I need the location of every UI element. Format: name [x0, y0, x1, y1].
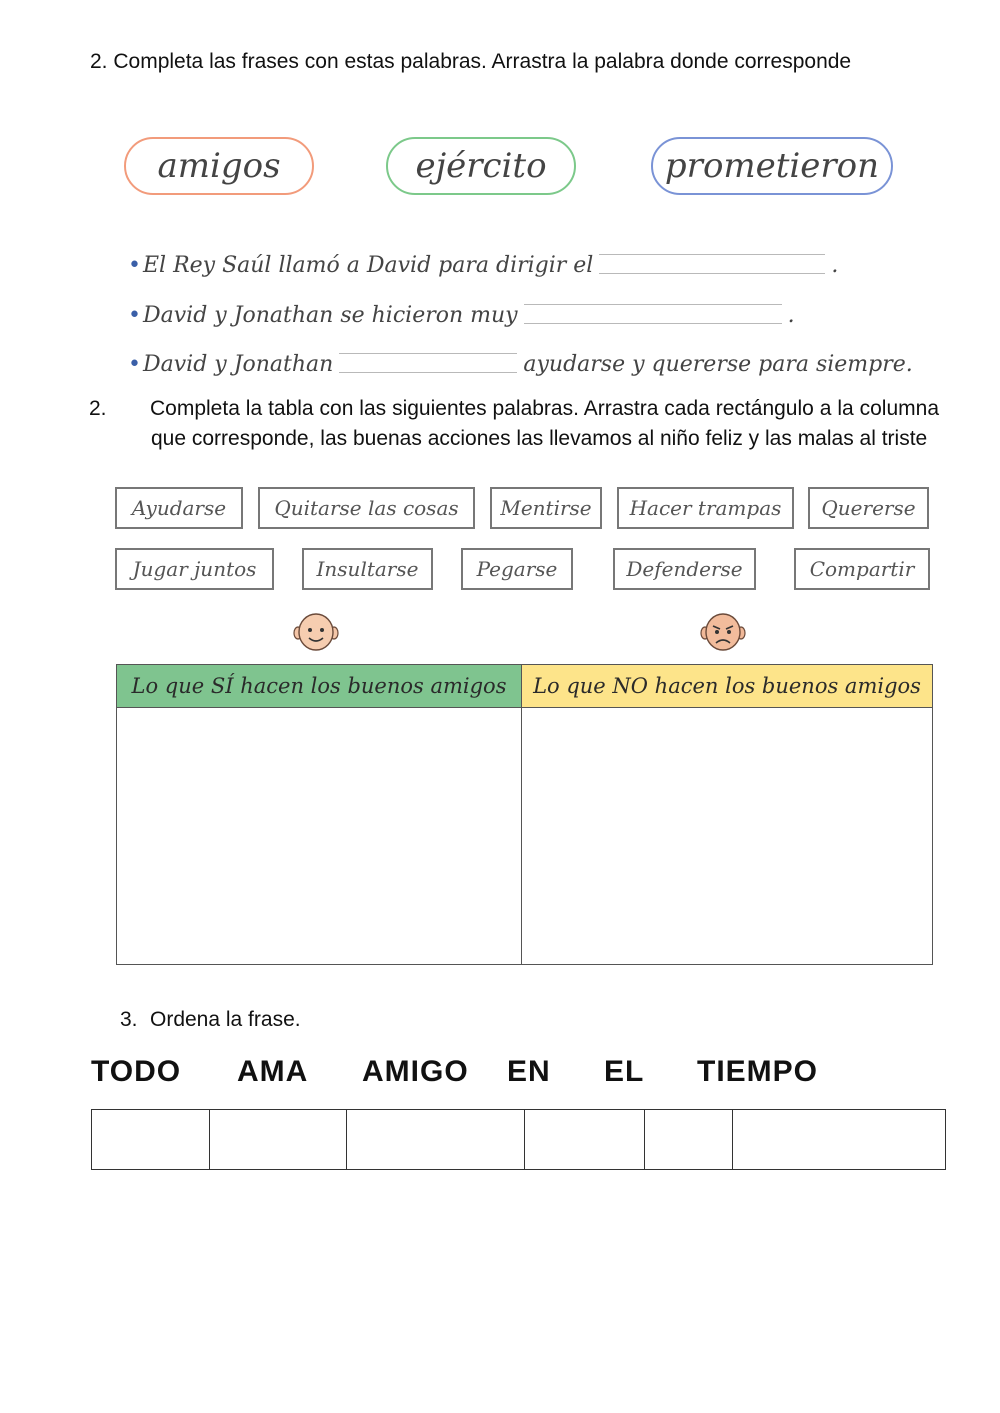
sentence-3-before: David y Jonathan — [142, 352, 334, 377]
drop-zone-good[interactable] — [117, 708, 521, 964]
column-header-bad — [522, 665, 932, 708]
bullet-icon: • — [128, 352, 141, 377]
sentence-1 — [128, 246, 838, 278]
classification-table — [116, 664, 933, 965]
order-slot-4[interactable] — [525, 1110, 645, 1169]
order-word-ama[interactable]: AMA — [237, 1055, 309, 1088]
blank-drop-zone-3[interactable] — [339, 353, 517, 373]
word-box-label: Jugar juntos — [132, 557, 257, 581]
order-slot-5[interactable] — [645, 1110, 733, 1169]
happy-face-icon — [292, 612, 340, 652]
word-box-label: Ayudarse — [131, 496, 227, 520]
instruction-2-number: 2. — [89, 397, 107, 420]
word-pill-prometieron[interactable] — [651, 137, 893, 195]
drop-zone-bad[interactable] — [522, 708, 932, 964]
column-header-bad-label: Lo que NO hacen los buenos amigos — [533, 674, 921, 698]
order-word-en[interactable]: EN — [507, 1055, 551, 1088]
bullet-icon: • — [128, 253, 141, 278]
order-slot-3[interactable] — [347, 1110, 525, 1169]
order-word-todo[interactable]: TODO — [91, 1055, 182, 1088]
word-pill-amigos[interactable] — [124, 137, 314, 195]
word-box-hacer-trampas[interactable] — [617, 487, 794, 529]
instruction-2-text: Completa la tabla con las siguientes palabras. Arrastra cada rectángulo a la columna que corresponde, las buenas acciones las llevamos al niño feliz y las malas al triste — [150, 397, 939, 450]
word-pill-label: amigos — [157, 146, 281, 186]
blank-drop-zone-1[interactable] — [599, 254, 825, 274]
order-slot-2[interactable] — [210, 1110, 347, 1169]
instruction-1 — [90, 47, 908, 77]
word-box-label: Mentirse — [500, 496, 592, 520]
instruction-1-number: 2. — [90, 50, 108, 73]
instruction-3-number: 3. — [120, 1008, 138, 1031]
column-header-good — [117, 665, 522, 708]
instruction-3 — [120, 1008, 301, 1032]
sentence-2 — [128, 296, 795, 328]
order-word-amigo[interactable]: AMIGO — [362, 1055, 469, 1088]
word-box-jugar-juntos[interactable] — [115, 548, 274, 590]
column-header-good-label: Lo que SÍ hacen los buenos amigos — [131, 674, 507, 698]
sentence-2-before: David y Jonathan se hicieron muy — [142, 303, 518, 328]
instruction-1-text: Completa las frases con estas palabras. Arrastra la palabra donde corresponde — [113, 50, 852, 73]
instruction-2 — [89, 394, 939, 454]
word-box-mentirse[interactable] — [490, 487, 602, 529]
instruction-3-text: Ordena la frase. — [150, 1008, 301, 1031]
blank-drop-zone-2[interactable] — [524, 304, 782, 324]
order-slot-6[interactable] — [733, 1110, 945, 1169]
word-box-compartir[interactable] — [794, 548, 930, 590]
word-pill-label: prometieron — [664, 146, 880, 186]
sentence-1-before: El Rey Saúl llamó a David para dirigir el — [142, 253, 594, 278]
word-box-label: Quererse — [821, 496, 916, 520]
sentence-2-after: . — [787, 303, 795, 328]
word-box-ayudarse[interactable] — [115, 487, 243, 529]
sentence-3 — [128, 345, 913, 377]
word-box-label: Hacer trampas — [629, 496, 782, 520]
sad-face-icon — [699, 612, 747, 652]
word-box-quitarse-las-cosas[interactable] — [258, 487, 475, 529]
order-word-tiempo[interactable]: TIEMPO — [697, 1055, 819, 1088]
order-slot-1[interactable] — [92, 1110, 210, 1169]
sentence-1-after: . — [831, 253, 839, 278]
word-box-pegarse[interactable] — [461, 548, 573, 590]
bullet-icon: • — [128, 303, 141, 328]
word-box-label: Insultarse — [316, 557, 419, 581]
sentence-3-after: ayudarse y quererse para siempre. — [523, 352, 913, 377]
word-box-label: Pegarse — [476, 557, 558, 581]
word-box-label: Compartir — [809, 557, 915, 581]
word-box-insultarse[interactable] — [302, 548, 433, 590]
word-box-label: Quitarse las cosas — [274, 496, 459, 520]
word-pill-label: ejército — [415, 146, 547, 186]
word-box-label: Defenderse — [626, 557, 743, 581]
word-pill-ejercito[interactable] — [386, 137, 576, 195]
order-word-el[interactable]: EL — [604, 1055, 645, 1088]
order-answer-table — [91, 1109, 946, 1170]
word-box-quererse[interactable] — [808, 487, 929, 529]
word-box-defenderse[interactable] — [613, 548, 756, 590]
